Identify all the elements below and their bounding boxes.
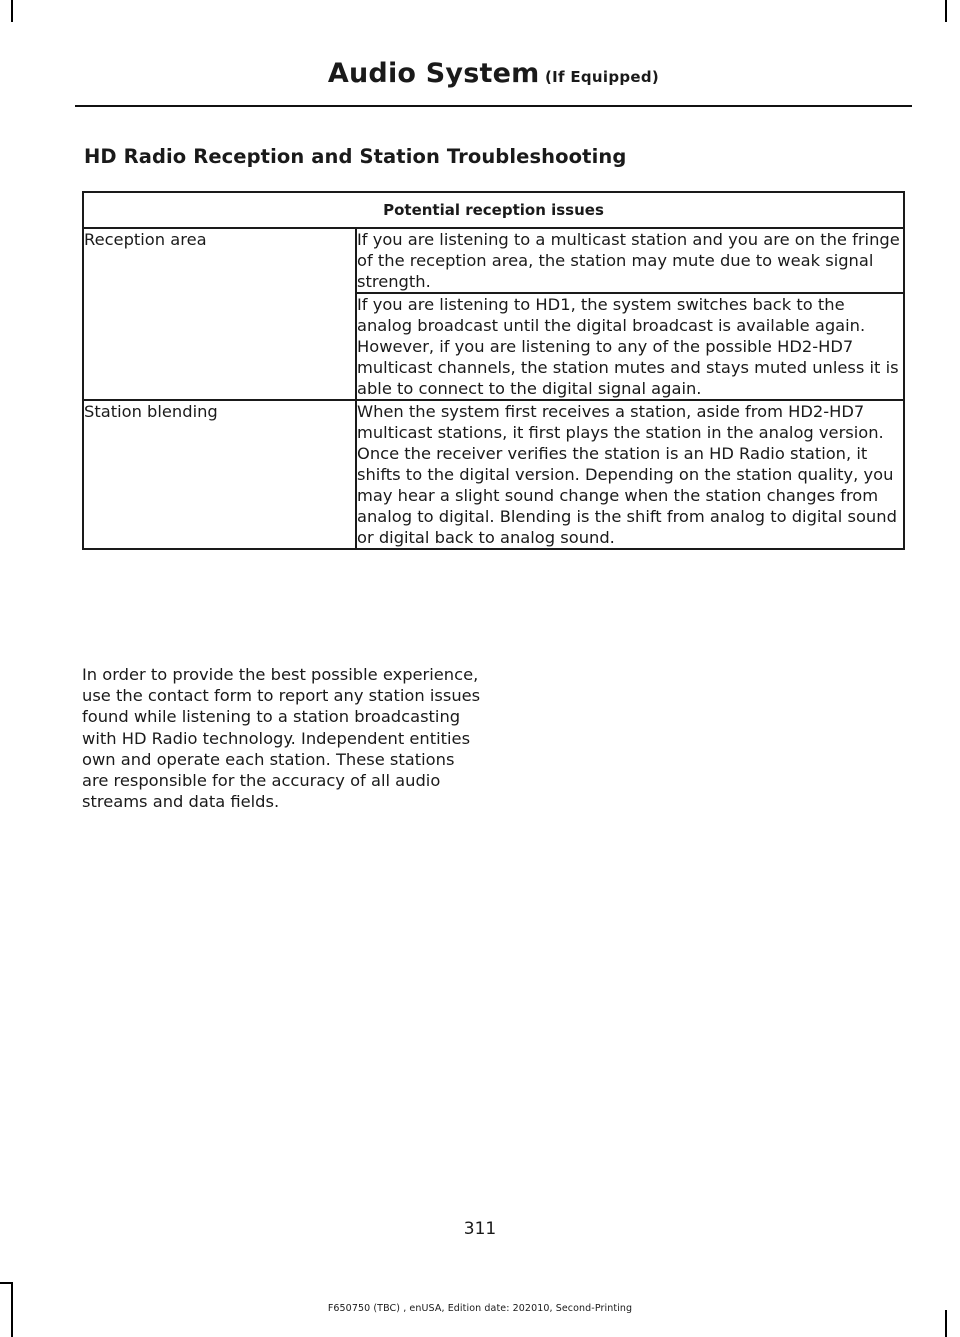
crop-mark-top-left <box>11 0 13 22</box>
row-label-station-blending: Station blending <box>83 400 356 549</box>
crop-mark-top-right <box>945 0 947 22</box>
page-number: 311 <box>463 1219 497 1239</box>
section-heading: HD Radio Reception and Station Troubleshooting <box>84 145 627 168</box>
reception-issues-table <box>82 191 905 550</box>
table-caption: Potential reception issues <box>83 192 904 228</box>
footer-edition-info: F650750 (TBC) , enUSA, Edition date: 202010, Second-Printing <box>327 1303 633 1314</box>
table-row <box>83 400 904 549</box>
row-entry: If you are listening to a multicast station and you are on the fringe of the reception area, the station may mute due to weak signal strength. <box>356 228 904 293</box>
header-subtitle: (If Equipped) <box>539 68 660 86</box>
table-row <box>83 228 904 293</box>
header-title: Audio System <box>327 58 540 89</box>
row-entry: If you are listening to HD1, the system switches back to the analog broadcast until the digital broadcast is available again. However, if you are listening to any of the possible HD2-HD7 multicast channels, the station mutes and stays muted unless it is able to connect to the digital signal again. <box>356 293 904 400</box>
body-paragraph: In order to provide the best possible experience, use the contact form to report any station issues found while listening to a station broadcasting with HD Radio technology. Independent entities own and operate each station. These stations are responsible for the accuracy of all audio streams and data fields. <box>82 665 481 812</box>
row-entry: When the system first receives a station, aside from HD2-HD7 multicast stations, it first plays the station in the analog version. Once the receiver verifies the station is an HD Radio station, it shifts to the digital version. Depending on the station quality, you may hear a slight sound change when the station changes from analog to digital. Blending is the shift from analog to digital sound or digital back to analog sound. <box>356 400 904 549</box>
crop-mark-bottom-right <box>945 1310 947 1337</box>
row-label-reception-area: Reception area <box>83 228 356 400</box>
crop-mark-bottom-left-h <box>0 1282 13 1284</box>
header-rule <box>75 105 912 107</box>
running-header <box>75 58 912 89</box>
table-header-row <box>83 192 904 228</box>
